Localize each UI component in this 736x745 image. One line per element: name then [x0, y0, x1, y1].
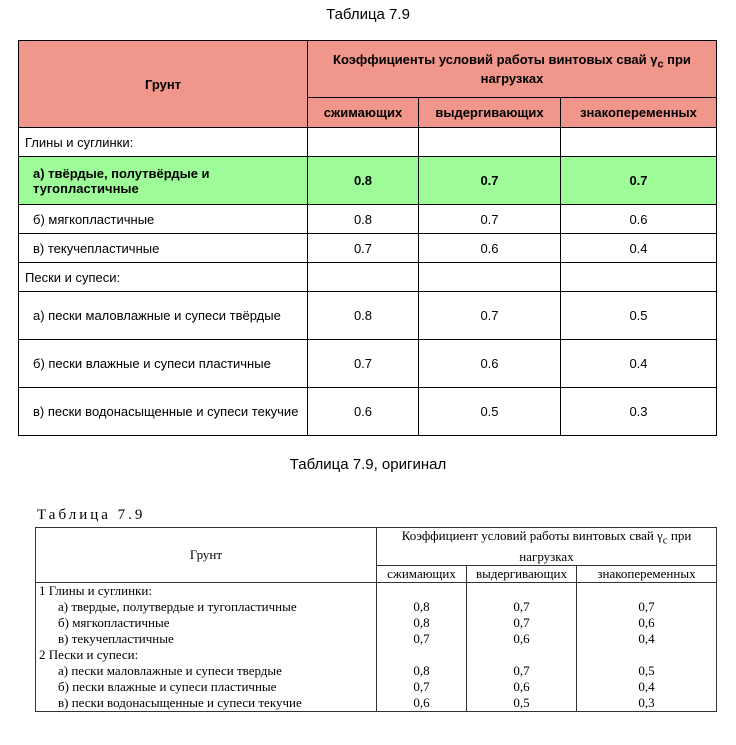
coef-value: 0.7 — [419, 292, 561, 340]
empty-cell — [467, 582, 577, 599]
coef-value: 0.4 — [561, 340, 717, 388]
table-row — [19, 292, 717, 340]
original-caption: Таблица 7.9, оригинал — [289, 456, 447, 473]
empty-cell — [467, 647, 577, 663]
empty-cell — [308, 263, 419, 292]
group-label: Пески и супеси: — [19, 263, 308, 292]
group-label: Глины и суглинки: — [19, 128, 308, 157]
coef-value: 0,7 — [577, 599, 717, 615]
table-row — [36, 631, 717, 647]
table-row — [19, 205, 717, 234]
soil-label: б) пески влажные и супеси пластичные — [36, 679, 377, 695]
coef-value: 0.7 — [308, 234, 419, 263]
coef-value: 0,4 — [577, 679, 717, 695]
table-row — [36, 615, 717, 631]
coef-value: 0,5 — [467, 695, 577, 712]
column-header: выдергивающих — [419, 98, 561, 128]
coef-value: 0.6 — [419, 234, 561, 263]
empty-cell — [308, 128, 419, 157]
group-row — [19, 263, 717, 292]
coefficient-table — [18, 40, 717, 436]
column-header: знакопеременных — [561, 98, 717, 128]
soil-header: Грунт — [36, 528, 377, 583]
empty-cell — [577, 582, 717, 599]
coef-value: 0.5 — [419, 388, 561, 436]
coef-value: 0.6 — [561, 205, 717, 234]
coef-value: 0.7 — [419, 205, 561, 234]
coef-value: 0,3 — [577, 695, 717, 712]
coef-value: 0,5 — [577, 663, 717, 679]
original-title: Таблица 7.9 — [37, 507, 146, 523]
empty-cell — [561, 128, 717, 157]
table-row — [19, 388, 717, 436]
soil-label: а) пески маловлажные и супеси твёрдые — [19, 292, 308, 340]
coef-value: 0.7 — [308, 340, 419, 388]
soil-label: в) текучепластичные — [19, 234, 308, 263]
column-header: сжимающих — [308, 98, 419, 128]
table-row — [19, 157, 717, 205]
soil-label: б) мягкопластичные — [19, 205, 308, 234]
coef-value: 0,8 — [377, 663, 467, 679]
coef-value: 0.6 — [419, 340, 561, 388]
column-header: знакопеременных — [577, 565, 717, 582]
column-header: сжимающих — [377, 565, 467, 582]
coef-value: 0.4 — [561, 234, 717, 263]
coef-value: 0,6 — [467, 631, 577, 647]
coef-value: 0.3 — [561, 388, 717, 436]
coef-value: 0,8 — [377, 615, 467, 631]
soil-label: в) пески водонасыщенные и супеси текучие — [19, 388, 308, 436]
table-row — [36, 599, 717, 615]
coef-value: 0,8 — [377, 599, 467, 615]
group-row — [36, 647, 717, 663]
coef-value: 0,7 — [377, 679, 467, 695]
group-label: 2 Пески и супеси: — [36, 647, 377, 663]
empty-cell — [561, 263, 717, 292]
coef-value: 0,7 — [467, 663, 577, 679]
coef-value: 0.8 — [308, 292, 419, 340]
coef-value: 0,4 — [577, 631, 717, 647]
empty-cell — [577, 647, 717, 663]
coef-value: 0.5 — [561, 292, 717, 340]
original-table-image — [35, 527, 717, 712]
table-title: Таблица 7.9 — [326, 6, 410, 23]
soil-label: а) пески маловлажные и супеси твердые — [36, 663, 377, 679]
soil-label: а) твердые, полутвердые и тугопластичные — [36, 599, 377, 615]
coef-value: 0,6 — [577, 615, 717, 631]
empty-cell — [377, 582, 467, 599]
soil-label: а) твёрдые, полутвёрдые и тугопластичные — [19, 157, 308, 205]
table-row — [19, 234, 717, 263]
table-row — [36, 679, 717, 695]
empty-cell — [377, 647, 467, 663]
coef-header: Коэффициенты условий работы винтовых свай $\gamma_c$ при нагрузках — [308, 41, 717, 98]
column-header: выдергивающих — [467, 565, 577, 582]
coef-value: 0,6 — [377, 695, 467, 712]
soil-label: в) текучепластичные — [36, 631, 377, 647]
coef-value: 0.8 — [308, 157, 419, 205]
table-row — [36, 695, 717, 712]
table-row — [19, 340, 717, 388]
coef-header: Коэффициент условий работы винтовых свай $\gamma_c$ при нагрузках — [377, 528, 717, 566]
soil-label: б) пески влажные и супеси пластичные — [19, 340, 308, 388]
soil-label: в) пески водонасыщенные и супеси текучие — [36, 695, 377, 712]
soil-header: Грунт — [19, 41, 308, 128]
coef-value: 0.8 — [308, 205, 419, 234]
table-row — [36, 663, 717, 679]
coef-value: 0,7 — [467, 615, 577, 631]
empty-cell — [419, 128, 561, 157]
empty-cell — [419, 263, 561, 292]
group-row — [19, 128, 717, 157]
group-label: 1 Глины и суглинки: — [36, 582, 377, 599]
coef-value: 0,6 — [467, 679, 577, 695]
coef-value: 0,7 — [377, 631, 467, 647]
coef-value: 0.6 — [308, 388, 419, 436]
coef-value: 0.7 — [419, 157, 561, 205]
soil-label: б) мягкопластичные — [36, 615, 377, 631]
coef-value: 0.7 — [561, 157, 717, 205]
group-row — [36, 582, 717, 599]
coef-value: 0,7 — [467, 599, 577, 615]
